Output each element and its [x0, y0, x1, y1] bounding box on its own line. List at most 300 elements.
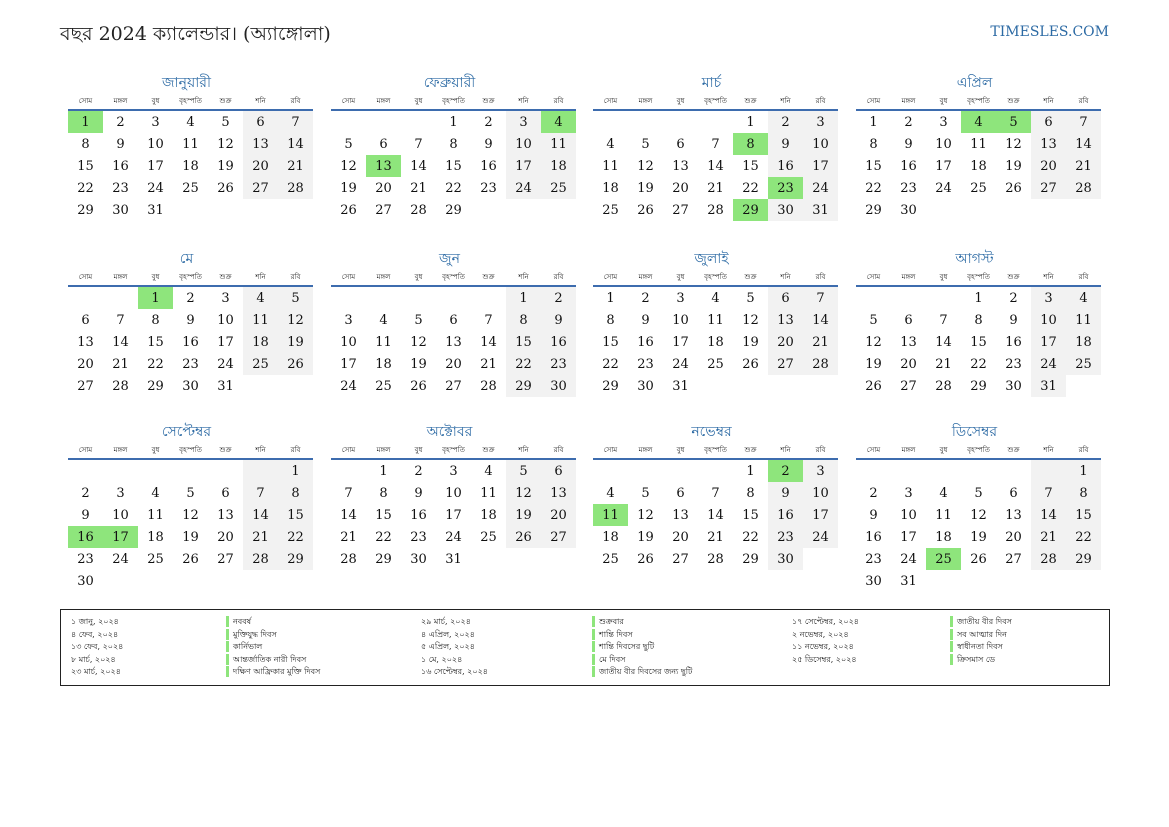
day-cell[interactable]: 28	[340, 551, 357, 567]
day-cell[interactable]: 14	[480, 334, 497, 350]
day-cell[interactable]: 11	[243, 309, 278, 331]
day-cell[interactable]: 16	[865, 529, 882, 545]
day-cell[interactable]: 27	[672, 551, 689, 567]
day-cell[interactable]: 2	[768, 111, 803, 133]
day-cell[interactable]: 31	[445, 551, 462, 567]
day-cell[interactable]: 18	[480, 507, 497, 523]
day-cell[interactable]: 7	[939, 312, 948, 328]
day-cell[interactable]: 13	[217, 507, 234, 523]
day-cell[interactable]: 25	[182, 180, 199, 196]
day-cell[interactable]: 18	[602, 529, 619, 545]
day-cell[interactable]: 1	[506, 287, 541, 309]
day-cell[interactable]: 23	[900, 180, 917, 196]
day-cell[interactable]: 1	[379, 463, 388, 479]
day-cell[interactable]: 27	[217, 551, 234, 567]
day-cell[interactable]: 30	[637, 378, 654, 394]
day-cell[interactable]: 15	[602, 334, 619, 350]
day-cell[interactable]: 18	[602, 180, 619, 196]
day-cell[interactable]: 24	[935, 180, 952, 196]
day-cell[interactable]: 10	[935, 136, 952, 152]
day-cell[interactable]: 29	[147, 378, 164, 394]
day-cell[interactable]: 4	[243, 287, 278, 309]
day-cell[interactable]: 5	[414, 312, 423, 328]
day-cell[interactable]: 19	[410, 356, 427, 372]
day-cell[interactable]: 22	[742, 180, 759, 196]
day-cell[interactable]: 15	[970, 334, 987, 350]
day-cell[interactable]: 21	[935, 356, 952, 372]
day-cell[interactable]: 17	[803, 155, 838, 177]
day-cell[interactable]: 24	[803, 177, 838, 199]
day-cell[interactable]: 16	[112, 158, 129, 174]
day-cell[interactable]: 3	[803, 460, 838, 482]
day-cell[interactable]: 4	[151, 485, 160, 501]
day-cell[interactable]: 9	[541, 309, 576, 331]
day-cell[interactable]: 15	[865, 158, 882, 174]
day-cell[interactable]: 7	[803, 287, 838, 309]
day-cell[interactable]: 2	[904, 114, 913, 130]
day-cell[interactable]: 4	[186, 114, 195, 130]
day-cell[interactable]: 17	[803, 504, 838, 526]
day-cell[interactable]: 6	[243, 111, 278, 133]
day-cell[interactable]: 25	[480, 529, 497, 545]
day-cell[interactable]: 28	[410, 202, 427, 218]
day-cell[interactable]: 22	[147, 356, 164, 372]
day-cell[interactable]: 23	[182, 356, 199, 372]
day-cell[interactable]: 17	[1031, 331, 1066, 353]
day-cell[interactable]: 1	[869, 114, 878, 130]
day-cell[interactable]: 10	[147, 136, 164, 152]
day-cell[interactable]: 25	[970, 180, 987, 196]
day-cell[interactable]: 24	[445, 529, 462, 545]
day-cell[interactable]: 20	[900, 356, 917, 372]
day-cell[interactable]: 9	[904, 136, 913, 152]
day-cell[interactable]: 18	[541, 155, 576, 177]
day-cell[interactable]: 19	[278, 331, 313, 353]
day-cell[interactable]: 6	[81, 312, 90, 328]
day-cell[interactable]: 24	[900, 551, 917, 567]
day-cell[interactable]: 8	[606, 312, 615, 328]
day-cell[interactable]: 21	[112, 356, 129, 372]
day-cell[interactable]: 14	[803, 309, 838, 331]
day-cell[interactable]: 14	[707, 158, 724, 174]
day-cell[interactable]: 27	[375, 202, 392, 218]
day-cell[interactable]: 11	[602, 158, 619, 174]
day-cell[interactable]: 6	[904, 312, 913, 328]
day-cell[interactable]: 28	[803, 353, 838, 375]
day-cell[interactable]: 31	[803, 199, 838, 221]
day-cell[interactable]: 1	[1066, 460, 1101, 482]
day-cell[interactable]: 26	[182, 551, 199, 567]
day-cell[interactable]: 26	[217, 180, 234, 196]
day-cell[interactable]: 24	[506, 177, 541, 199]
day-cell[interactable]: 13	[445, 334, 462, 350]
day-cell[interactable]: 23	[410, 529, 427, 545]
day-cell[interactable]: 29	[865, 202, 882, 218]
day-cell[interactable]: 13	[768, 309, 803, 331]
day-cell[interactable]: 10	[112, 507, 129, 523]
day-cell[interactable]: 3	[676, 290, 685, 306]
day-cell[interactable]: 22	[602, 356, 619, 372]
day-cell[interactable]: 1	[68, 111, 103, 133]
day-cell[interactable]: 20	[541, 504, 576, 526]
day-cell[interactable]: 24	[112, 551, 129, 567]
day-cell[interactable]: 28	[707, 551, 724, 567]
day-cell[interactable]: 19	[865, 356, 882, 372]
day-cell[interactable]: 8	[278, 482, 313, 504]
day-cell[interactable]: 31	[217, 378, 234, 394]
day-cell[interactable]: 23	[768, 526, 803, 548]
day-cell[interactable]: 23	[865, 551, 882, 567]
day-cell[interactable]: 5	[221, 114, 230, 130]
day-cell[interactable]: 14	[707, 507, 724, 523]
day-cell[interactable]: 18	[935, 529, 952, 545]
day-cell[interactable]: 18	[243, 331, 278, 353]
day-cell[interactable]: 19	[637, 529, 654, 545]
day-cell[interactable]: 16	[1005, 334, 1022, 350]
day-cell[interactable]: 20	[243, 155, 278, 177]
day-cell[interactable]: 22	[445, 180, 462, 196]
day-cell[interactable]: 1	[974, 290, 983, 306]
day-cell[interactable]: 5	[869, 312, 878, 328]
day-cell[interactable]: 3	[116, 485, 125, 501]
day-cell[interactable]: 17	[445, 507, 462, 523]
day-cell[interactable]: 30	[410, 551, 427, 567]
day-cell[interactable]: 9	[869, 507, 878, 523]
day-cell[interactable]: 27	[1005, 551, 1022, 567]
day-cell[interactable]: 18	[1066, 331, 1101, 353]
day-cell[interactable]: 5	[186, 485, 195, 501]
day-cell[interactable]: 21	[1031, 526, 1066, 548]
day-cell[interactable]: 10	[803, 482, 838, 504]
day-cell[interactable]: 8	[449, 136, 458, 152]
day-cell[interactable]: 1	[746, 114, 755, 130]
day-cell[interactable]: 2	[81, 485, 90, 501]
day-cell[interactable]: 5	[641, 485, 650, 501]
day-cell[interactable]: 20	[672, 529, 689, 545]
day-cell[interactable]: 5	[506, 460, 541, 482]
day-cell[interactable]: 13	[77, 334, 94, 350]
day-cell[interactable]: 12	[217, 136, 234, 152]
day-cell[interactable]: 25	[707, 356, 724, 372]
day-cell[interactable]: 28	[935, 378, 952, 394]
day-cell[interactable]: 30	[77, 573, 94, 589]
day-cell[interactable]: 17	[672, 334, 689, 350]
day-cell[interactable]: 10	[506, 133, 541, 155]
day-cell[interactable]: 13	[1005, 507, 1022, 523]
day-cell[interactable]: 23	[480, 180, 497, 196]
day-cell[interactable]: 3	[939, 114, 948, 130]
day-cell[interactable]: 8	[506, 309, 541, 331]
day-cell[interactable]: 4	[1066, 287, 1101, 309]
day-cell[interactable]: 15	[506, 331, 541, 353]
day-cell[interactable]: 24	[803, 526, 838, 548]
day-cell[interactable]: 5	[974, 485, 983, 501]
day-cell[interactable]: 10	[1031, 309, 1066, 331]
day-cell[interactable]: 11	[375, 334, 392, 350]
day-cell[interactable]: 7	[711, 136, 720, 152]
day-cell[interactable]: 26	[970, 551, 987, 567]
day-cell[interactable]: 16	[182, 334, 199, 350]
day-cell[interactable]: 5	[996, 111, 1031, 133]
day-cell[interactable]: 31	[672, 378, 689, 394]
day-cell[interactable]: 20	[217, 529, 234, 545]
day-cell[interactable]: 17	[217, 334, 234, 350]
day-cell[interactable]: 13	[900, 334, 917, 350]
day-cell[interactable]: 7	[278, 111, 313, 133]
day-cell[interactable]: 8	[151, 312, 160, 328]
day-cell[interactable]: 13	[366, 155, 401, 177]
day-cell[interactable]: 30	[900, 202, 917, 218]
day-cell[interactable]: 28	[707, 202, 724, 218]
day-cell[interactable]: 29	[970, 378, 987, 394]
day-cell[interactable]: 3	[344, 312, 353, 328]
day-cell[interactable]: 21	[480, 356, 497, 372]
day-cell[interactable]: 16	[637, 334, 654, 350]
day-cell[interactable]: 2	[186, 290, 195, 306]
day-cell[interactable]: 2	[869, 485, 878, 501]
day-cell[interactable]: 22	[970, 356, 987, 372]
day-cell[interactable]: 21	[410, 180, 427, 196]
day-cell[interactable]: 28	[1066, 177, 1101, 199]
day-cell[interactable]: 10	[217, 312, 234, 328]
day-cell[interactable]: 28	[1031, 548, 1066, 570]
day-cell[interactable]: 23	[1005, 356, 1022, 372]
day-cell[interactable]: 29	[602, 378, 619, 394]
day-cell[interactable]: 13	[672, 158, 689, 174]
day-cell[interactable]: 19	[970, 529, 987, 545]
day-cell[interactable]: 7	[116, 312, 125, 328]
day-cell[interactable]: 9	[641, 312, 650, 328]
day-cell[interactable]: 26	[865, 378, 882, 394]
day-cell[interactable]: 6	[541, 460, 576, 482]
day-cell[interactable]: 27	[541, 526, 576, 548]
day-cell[interactable]: 22	[278, 526, 313, 548]
day-cell[interactable]: 25	[1066, 353, 1101, 375]
day-cell[interactable]: 20	[375, 180, 392, 196]
day-cell[interactable]: 31	[1031, 375, 1066, 397]
day-cell[interactable]: 15	[742, 158, 759, 174]
day-cell[interactable]: 14	[340, 507, 357, 523]
day-cell[interactable]: 16	[900, 158, 917, 174]
day-cell[interactable]: 12	[742, 312, 759, 328]
day-cell[interactable]: 6	[1009, 485, 1018, 501]
day-cell[interactable]: 5	[746, 290, 755, 306]
day-cell[interactable]: 16	[768, 504, 803, 526]
site-link[interactable]: TIMESLES.COM	[990, 24, 1109, 40]
day-cell[interactable]: 13	[672, 507, 689, 523]
day-cell[interactable]: 2	[641, 290, 650, 306]
day-cell[interactable]: 27	[77, 378, 94, 394]
day-cell[interactable]: 21	[1066, 155, 1101, 177]
day-cell[interactable]: 10	[900, 507, 917, 523]
day-cell[interactable]: 12	[182, 507, 199, 523]
day-cell[interactable]: 4	[379, 312, 388, 328]
day-cell[interactable]: 28	[278, 177, 313, 199]
day-cell[interactable]: 7	[344, 485, 353, 501]
day-cell[interactable]: 29	[733, 199, 768, 221]
day-cell[interactable]: 16	[410, 507, 427, 523]
day-cell[interactable]: 3	[151, 114, 160, 130]
day-cell[interactable]: 12	[865, 334, 882, 350]
day-cell[interactable]: 23	[637, 356, 654, 372]
day-cell[interactable]: 27	[243, 177, 278, 199]
day-cell[interactable]: 22	[77, 180, 94, 196]
day-cell[interactable]: 30	[182, 378, 199, 394]
day-cell[interactable]: 3	[221, 290, 230, 306]
day-cell[interactable]: 5	[278, 287, 313, 309]
day-cell[interactable]: 14	[1031, 504, 1066, 526]
day-cell[interactable]: 7	[484, 312, 493, 328]
day-cell[interactable]: 15	[742, 507, 759, 523]
day-cell[interactable]: 1	[278, 460, 313, 482]
day-cell[interactable]: 8	[81, 136, 90, 152]
day-cell[interactable]: 20	[77, 356, 94, 372]
day-cell[interactable]: 20	[445, 356, 462, 372]
day-cell[interactable]: 11	[593, 504, 628, 526]
day-cell[interactable]: 31	[147, 202, 164, 218]
day-cell[interactable]: 29	[77, 202, 94, 218]
day-cell[interactable]: 26	[506, 526, 541, 548]
day-cell[interactable]: 11	[707, 312, 724, 328]
day-cell[interactable]: 26	[278, 353, 313, 375]
day-cell[interactable]: 26	[637, 551, 654, 567]
day-cell[interactable]: 23	[541, 353, 576, 375]
day-cell[interactable]: 22	[865, 180, 882, 196]
day-cell[interactable]: 21	[803, 331, 838, 353]
day-cell[interactable]: 17	[900, 529, 917, 545]
day-cell[interactable]: 9	[116, 136, 125, 152]
day-cell[interactable]: 17	[147, 158, 164, 174]
day-cell[interactable]: 1	[746, 463, 755, 479]
day-cell[interactable]: 26	[742, 356, 759, 372]
day-cell[interactable]: 21	[707, 529, 724, 545]
day-cell[interactable]: 14	[278, 133, 313, 155]
day-cell[interactable]: 2	[768, 460, 803, 482]
day-cell[interactable]: 11	[935, 507, 952, 523]
day-cell[interactable]: 12	[278, 309, 313, 331]
day-cell[interactable]: 3	[904, 485, 913, 501]
day-cell[interactable]: 12	[637, 158, 654, 174]
day-cell[interactable]: 30	[768, 199, 803, 221]
day-cell[interactable]: 4	[606, 485, 615, 501]
day-cell[interactable]: 16	[68, 526, 103, 548]
day-cell[interactable]: 11	[970, 136, 987, 152]
day-cell[interactable]: 12	[637, 507, 654, 523]
day-cell[interactable]: 25	[243, 353, 278, 375]
day-cell[interactable]: 11	[541, 133, 576, 155]
day-cell[interactable]: 15	[375, 507, 392, 523]
day-cell[interactable]: 26	[637, 202, 654, 218]
day-cell[interactable]: 19	[1005, 158, 1022, 174]
day-cell[interactable]: 18	[970, 158, 987, 174]
day-cell[interactable]: 17	[506, 155, 541, 177]
day-cell[interactable]: 4	[711, 290, 720, 306]
day-cell[interactable]: 28	[480, 378, 497, 394]
day-cell[interactable]: 11	[480, 485, 497, 501]
day-cell[interactable]: 4	[541, 111, 576, 133]
day-cell[interactable]: 6	[768, 287, 803, 309]
day-cell[interactable]: 30	[768, 548, 803, 570]
day-cell[interactable]: 14	[935, 334, 952, 350]
day-cell[interactable]: 9	[484, 136, 493, 152]
day-cell[interactable]: 19	[742, 334, 759, 350]
day-cell[interactable]: 4	[484, 463, 493, 479]
day-cell[interactable]: 19	[637, 180, 654, 196]
day-cell[interactable]: 23	[112, 180, 129, 196]
day-cell[interactable]: 15	[77, 158, 94, 174]
day-cell[interactable]: 19	[340, 180, 357, 196]
day-cell[interactable]: 18	[707, 334, 724, 350]
day-cell[interactable]: 26	[1005, 180, 1022, 196]
day-cell[interactable]: 28	[243, 548, 278, 570]
day-cell[interactable]: 25	[147, 551, 164, 567]
day-cell[interactable]: 24	[1031, 353, 1066, 375]
day-cell[interactable]: 20	[1005, 529, 1022, 545]
day-cell[interactable]: 13	[541, 482, 576, 504]
day-cell[interactable]: 24	[340, 378, 357, 394]
day-cell[interactable]: 12	[340, 158, 357, 174]
day-cell[interactable]: 3	[449, 463, 458, 479]
day-cell[interactable]: 7	[711, 485, 720, 501]
day-cell[interactable]: 8	[869, 136, 878, 152]
day-cell[interactable]: 15	[278, 504, 313, 526]
day-cell[interactable]: 18	[375, 356, 392, 372]
day-cell[interactable]: 6	[676, 485, 685, 501]
day-cell[interactable]: 25	[926, 548, 961, 570]
day-cell[interactable]: 11	[1066, 309, 1101, 331]
day-cell[interactable]: 14	[410, 158, 427, 174]
day-cell[interactable]: 8	[379, 485, 388, 501]
day-cell[interactable]: 2	[484, 114, 493, 130]
day-cell[interactable]: 27	[768, 353, 803, 375]
day-cell[interactable]: 10	[445, 485, 462, 501]
day-cell[interactable]: 22	[1066, 526, 1101, 548]
day-cell[interactable]: 21	[707, 180, 724, 196]
day-cell[interactable]: 24	[217, 356, 234, 372]
day-cell[interactable]: 15	[147, 334, 164, 350]
day-cell[interactable]: 7	[414, 136, 423, 152]
day-cell[interactable]: 6	[676, 136, 685, 152]
day-cell[interactable]: 17	[103, 526, 138, 548]
day-cell[interactable]: 22	[506, 353, 541, 375]
day-cell[interactable]: 6	[379, 136, 388, 152]
day-cell[interactable]: 9	[768, 482, 803, 504]
day-cell[interactable]: 7	[1066, 111, 1101, 133]
day-cell[interactable]: 6	[1031, 111, 1066, 133]
day-cell[interactable]: 19	[182, 529, 199, 545]
day-cell[interactable]: 3	[506, 111, 541, 133]
day-cell[interactable]: 29	[278, 548, 313, 570]
day-cell[interactable]: 8	[1066, 482, 1101, 504]
day-cell[interactable]: 9	[414, 485, 423, 501]
day-cell[interactable]: 8	[746, 485, 755, 501]
day-cell[interactable]: 25	[602, 202, 619, 218]
day-cell[interactable]: 30	[865, 573, 882, 589]
day-cell[interactable]: 12	[410, 334, 427, 350]
day-cell[interactable]: 22	[742, 529, 759, 545]
day-cell[interactable]: 25	[602, 551, 619, 567]
day-cell[interactable]: 24	[147, 180, 164, 196]
day-cell[interactable]: 4	[961, 111, 996, 133]
day-cell[interactable]: 15	[1066, 504, 1101, 526]
day-cell[interactable]: 25	[375, 378, 392, 394]
day-cell[interactable]: 9	[81, 507, 90, 523]
day-cell[interactable]: 13	[243, 133, 278, 155]
day-cell[interactable]: 7	[243, 482, 278, 504]
day-cell[interactable]: 20	[672, 180, 689, 196]
day-cell[interactable]: 12	[970, 507, 987, 523]
day-cell[interactable]: 12	[506, 482, 541, 504]
